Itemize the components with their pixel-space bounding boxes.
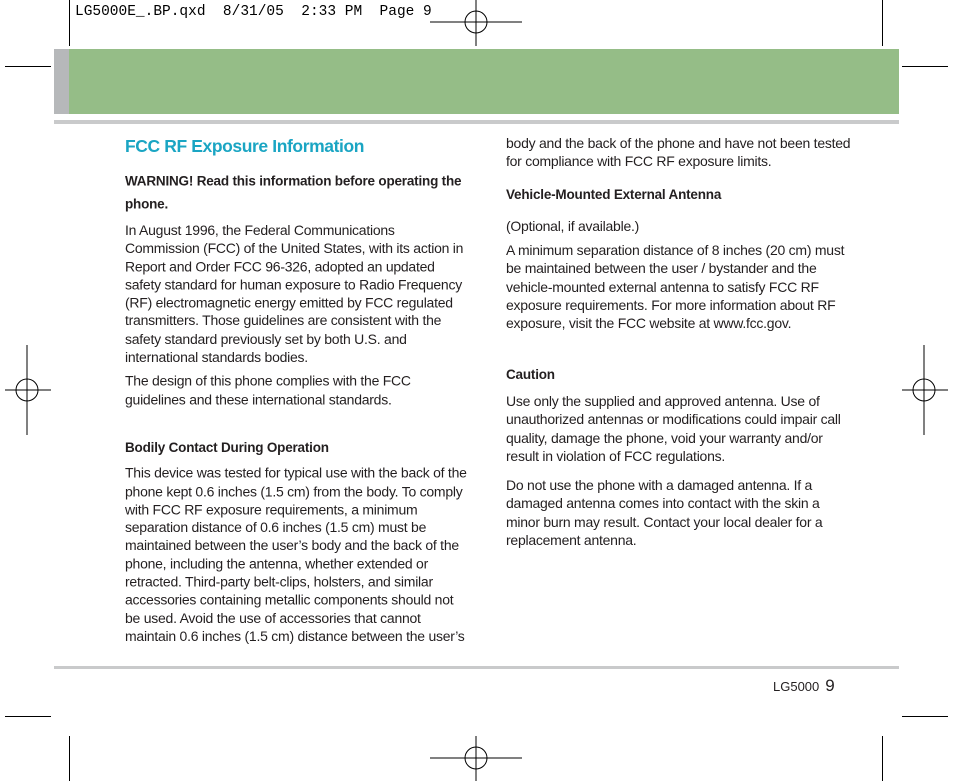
header-green-band (69, 49, 899, 114)
model-label: LG5000 (773, 679, 820, 694)
caution-paragraph-2: Do not use the phone with a damaged antenna. If a damaged antenna comes into contact with the skin a minor burn may result. Contact your local dealer for a replacement antenna. (506, 477, 823, 549)
left-column (125, 136, 470, 645)
optional-note: (Optional, if available.) (506, 217, 640, 234)
registration-mark-right-icon (902, 345, 950, 437)
print-slug: LG5000E_.BP.qxd 8/31/05 2:33 PM Page 9 (75, 4, 432, 20)
bottom-rule (54, 666, 899, 669)
intro-paragraph: In August 1996, the Federal Communications Commission (FCC) of the United States, with its action in Report and Order FCC 96-326, adopted an updated safety standard for human exposure to Radio Frequency (RF) electromagnetic energy emitted by FCC regulated transmitters. Those guidelines are consistent with the safety standard previously set by both U.S. and international standards bodies. (125, 222, 464, 365)
page-title: FCC RF Exposure Information (125, 136, 365, 156)
page-footer (773, 676, 835, 696)
header-gray-tab (54, 49, 69, 114)
warning-heading: WARNING! Read this information before operating the phone. (125, 173, 462, 212)
registration-mark-left-icon (5, 345, 53, 437)
vehicle-antenna-paragraph: A minimum separation distance of 8 inches (20 cm) must be maintained between the user / bystander and the vehicle-mounted external antenna to satisfy FCC RF exposure requirements. For more information about RF exposure, visit the FCC website at www.fcc.gov. (506, 242, 845, 332)
caution-heading: Caution (506, 366, 555, 382)
registration-mark-bottom-icon (430, 736, 524, 781)
bodily-contact-heading: Bodily Contact During Operation (125, 439, 329, 455)
compliance-paragraph: The design of this phone complies with the FCC guidelines and these international standards. (125, 373, 411, 408)
registration-mark-top-icon (430, 0, 524, 46)
page-number: 9 (825, 676, 835, 695)
continued-paragraph: body and the back of the phone and have not been tested for compliance with FCC RF exposure limits. (506, 135, 851, 170)
vehicle-antenna-heading: Vehicle-Mounted External Antenna (506, 186, 722, 202)
caution-paragraph-1: Use only the supplied and approved antenna. Use of unauthorized antennas or modifications could impair call quality, damage the phone, void your warranty and/or result in violation of FCC regulations. (506, 392, 841, 464)
bodily-contact-paragraph: This device was tested for typical use with the back of the phone kept 0.6 inches (1.5 cm) from the body. To comply with FCC RF exposure requirements, a minimum separation distance of 0.6 inches (1.5 cm) must be maintained between the user’s body and the back of the phone, including the antenna, whether extended or retracted. Third-party belt-clips, holsters, and similar accessories containing metallic components should not be used. Avoid the use of accessories that cannot maintain 0.6 inches (1.5 cm) distance between the user’s (125, 465, 467, 644)
right-column (506, 134, 851, 549)
top-rule (54, 120, 899, 124)
